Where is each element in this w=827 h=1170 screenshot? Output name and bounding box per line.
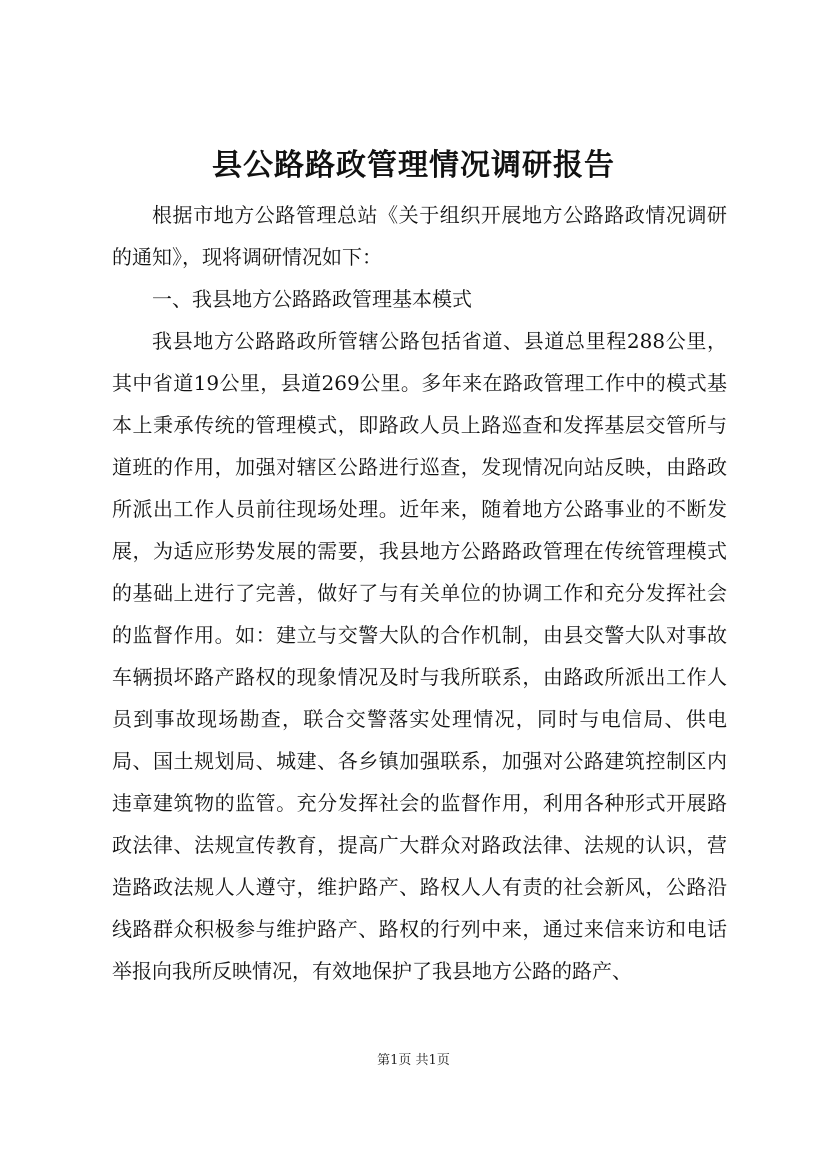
section-heading: 一、我县地方公路路政管理基本模式 [152, 287, 472, 311]
page-footer: 第1页 共1页 [377, 1053, 450, 1068]
document-body [112, 194, 727, 992]
body-paragraph: 我县地方公路路政所管辖公路包括省道、县道总里程288公里，其中省道19公里，县道269公里。多年来在路政管理工作中的模式基本上秉承传统的管理模式，即路政人员上路巡查和发挥基层交管所与道班的作用，加强对辖区公路进行巡查，发现情况向站反映，由路政所派出工作人员前往现场处理。近年来，随着地方公路事业的不断发展，为适应形势发展的需要，我县地方公路路政管理在传统管理模式的基础上进行了完善，做好了与有关单位的协调工作和充分发挥社会的监督作用。如：建立与交警大队的合作机制，由县交警大队对事故车辆损坏路产路权的现象情况及时与我所联系，由路政所派出工作人员到事故现场勘查，联合交警落实处理情况，同时与电信局、供电局、国土规划局、城建、各乡镇加强联系，加强对公路建筑控制区内违章建筑物的监管。充分发挥社会的监督作用，利用各种形式开展路政法律、法规宣传教育，提高广大群众对路政法律、法规的认识，营造路政法规人人遵守，维护路产、路权人人有责的社会新风，公路沿线路群众积极参与维护路产、路权的行列中来，通过来信来访和电话举报向我所反映情况，有效地保护了我县地方公路的路产、 [112, 329, 727, 983]
document-title: 县公路路政管理情况调研报告 [212, 148, 615, 183]
intro-paragraph: 根据市地方公路管理总站《关于组织开展地方公路路政情况调研的通知》，现将调研情况如下： [112, 203, 727, 269]
